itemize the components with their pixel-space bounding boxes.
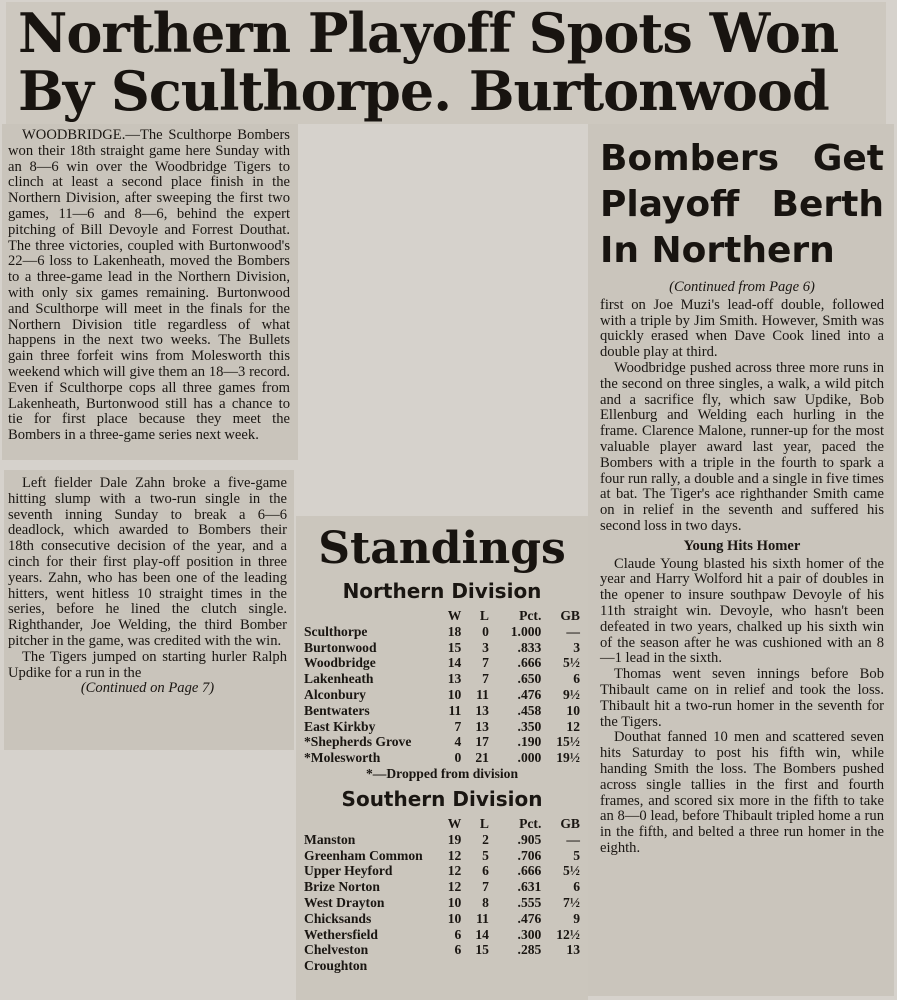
table-row — [304, 655, 580, 671]
col-header-l: L — [479, 815, 489, 831]
wins-cell: 14 — [447, 655, 462, 671]
wins-cell: 15 — [447, 639, 462, 655]
table-row — [304, 911, 580, 927]
games-behind-cell: 19½ — [556, 750, 580, 766]
wins-cell: 12 — [447, 863, 462, 879]
pct-cell: .905 — [517, 831, 542, 847]
col-header-pct: Pct. — [519, 815, 542, 831]
wins-cell: 0 — [454, 750, 462, 766]
col-header-w: W — [447, 608, 462, 623]
team-name: Burtonwood — [304, 639, 377, 655]
losses-cell: 5 — [482, 847, 489, 863]
headline-clipping — [6, 2, 886, 124]
losses-cell: 7 — [482, 879, 489, 895]
games-behind-cell: 6 — [573, 671, 580, 687]
wins-cell: 10 — [447, 686, 462, 702]
games-behind-cell: 3 — [573, 639, 580, 655]
table-row — [304, 671, 580, 687]
losses-cell: 2 — [482, 831, 489, 847]
losses-cell: 13 — [475, 718, 489, 734]
right-story-paragraph-2: Woodbridge pushed across three more runs in the second on three singles, a walk, a wild pitch and a sacrifice fly, which saw Updike, Bob Ellenburg and Welding each hurling in the frame. Clarence Malone, runner-up for the most valuable player award last year, paced the Bombers with a triple in the fourth to spark a four run rally, a double and a single in five times at bat. The Tiger's ace righthander Smith came on in relief in the seventh and suffered his second loss in two days. — [600, 359, 884, 534]
team-name: Manston — [304, 831, 356, 847]
table-row — [304, 719, 580, 735]
table-row — [304, 832, 580, 848]
wins-cell — [431, 958, 461, 974]
pct-cell: .666 — [517, 655, 542, 671]
games-behind-cell: 15½ — [556, 734, 580, 750]
team-name: Chelveston — [304, 942, 369, 958]
northern-division-title: Northern Division — [342, 579, 542, 603]
team-name: *Shepherds Grove — [304, 734, 412, 750]
games-behind-cell: — — [566, 831, 580, 847]
losses-cell: 3 — [482, 639, 489, 655]
pct-cell: .190 — [517, 734, 542, 750]
games-behind-cell: 9 — [573, 910, 580, 926]
games-behind-cell: 10 — [566, 702, 580, 718]
dropped-footnote: *—Dropped from division — [365, 765, 519, 781]
losses-cell: 14 — [475, 926, 489, 942]
table-header-row — [304, 816, 580, 832]
wins-cell: 10 — [447, 910, 462, 926]
table-row — [304, 750, 580, 766]
table-row — [304, 958, 580, 974]
col-header-w: W — [447, 815, 462, 831]
team-name: Wethersfield — [304, 926, 378, 942]
table-row — [304, 927, 580, 943]
table-row — [304, 879, 580, 895]
team-name: Woodbridge — [304, 655, 376, 671]
team-name: Chicksands — [304, 910, 372, 926]
team-name: Brize Norton — [304, 879, 380, 895]
right-story-subhead: Young Hits Homer — [683, 537, 801, 554]
southern-division-title: Southern Division — [341, 786, 543, 811]
right-story-clipping — [588, 124, 894, 996]
losses-cell: 7 — [482, 671, 489, 687]
table-row — [304, 734, 580, 750]
pct-cell: .833 — [517, 639, 542, 655]
games-behind-cell — [541, 958, 580, 974]
pct-cell — [489, 958, 541, 974]
table-row — [304, 640, 580, 656]
pct-cell: .350 — [517, 718, 542, 734]
games-behind-cell: 12 — [566, 718, 580, 734]
games-behind-cell: 5 — [573, 847, 580, 863]
left-story-clipping-1 — [2, 124, 298, 460]
wins-cell: 4 — [454, 734, 462, 750]
losses-cell: 0 — [482, 623, 489, 639]
headline-line-1: Northern Playoff Spots Won — [18, 2, 839, 65]
games-behind-cell: 13 — [566, 942, 580, 958]
team-name: Lakenheath — [304, 671, 374, 687]
table-row — [304, 687, 580, 703]
team-name: Sculthorpe — [304, 623, 368, 639]
games-behind-cell: 9½ — [563, 686, 580, 702]
losses-cell: 13 — [475, 702, 489, 718]
team-name: East Kirkby — [304, 718, 376, 734]
table-row — [304, 942, 580, 958]
headline-line-2: By Sculthorpe. Burtonwood — [18, 59, 829, 123]
games-behind-cell: 12½ — [556, 926, 580, 942]
wins-cell: 12 — [447, 847, 462, 863]
col-header-gb: GB — [560, 815, 580, 831]
pct-cell: .476 — [517, 686, 542, 702]
team-name: *Molesworth — [304, 750, 381, 766]
pct-cell: .476 — [517, 910, 542, 926]
losses-cell — [461, 958, 489, 974]
pct-cell: .285 — [517, 942, 542, 958]
team-name: West Drayton — [304, 894, 385, 910]
losses-cell: 21 — [475, 750, 489, 766]
wins-cell: 7 — [454, 718, 462, 734]
pct-cell: 1.000 — [510, 623, 542, 639]
left-story-paragraph-2: Left fielder Dale Zahn broke a five-game hitting slump with a two-run single in the seventh inning Sunday to break a 6—6 deadlock, which awarded to Bombers their 18th consecutive decision of the year, and a cinch for their first play-off position in three years. Zahn, who has been one of the leading hitters, went hitless 10 straight times in the series, before he lined the clutch single. Righthander, Joe Welding, the third Bomber pitcher in the game, was credited with the win. — [8, 475, 287, 649]
wins-cell: 18 — [447, 623, 462, 639]
standings-title: Standings — [318, 523, 566, 574]
losses-cell: 11 — [476, 686, 489, 702]
pct-cell: .000 — [517, 750, 542, 766]
pct-cell: .631 — [517, 879, 542, 895]
continued-on-note: (Continued on Page 7) — [80, 680, 215, 697]
right-story-paragraph-1: first on Joe Muzi's lead-off double, followed with a triple by Jim Smith. However, Smith was quickly erased when Dave Cook lined into a double play at third. — [600, 296, 884, 361]
team-name: Greenham Common — [304, 847, 423, 863]
wins-cell: 11 — [448, 702, 462, 718]
pct-cell: .458 — [517, 702, 542, 718]
table-row — [304, 848, 580, 864]
losses-cell: 15 — [475, 942, 489, 958]
team-name: Upper Heyford — [304, 863, 393, 879]
games-behind-cell: 7½ — [563, 894, 580, 910]
losses-cell: 8 — [482, 894, 489, 910]
wins-cell: 12 — [447, 879, 462, 895]
losses-cell: 11 — [476, 910, 489, 926]
team-name: Croughton — [304, 958, 368, 974]
losses-cell: 6 — [482, 863, 489, 879]
continued-from-note: (Continued from Page 6) — [669, 279, 815, 295]
wins-cell: 6 — [454, 926, 462, 942]
left-story-paragraph-1: WOODBRIDGE.—The Sculthorpe Bombers won their 18th straight game here Sunday with an 8—6 win over the Woodbridge Tigers to clinch at least a second place finish in the Northern Division, after sweeping the first two games, 11—6 and 8—6, behind the expert pitching of Bill Devoyle and Forrest Douthat. The three victories, coupled with Burtonwood's 22—6 loss to Lakenheath, moved the Bombers to a three-game lead in the Northern Division, with only six games remaining. Burtonwood and Sculthorpe will meet in the finals for the Northern Division title regardless of what happens in the next two weeks. The Bullets gain three forfeit wins from Molesworth this weekend which will give them an 18—3 record. Even if Sculthorpe cops all three games from Lakenheath, Burtonwood still has a chance to tie for first place because they meet the Bombers in a three-game series next week. — [8, 127, 290, 444]
games-behind-cell: 6 — [573, 879, 580, 895]
northern-standings-table — [304, 608, 580, 766]
table-row — [304, 703, 580, 719]
pct-cell: .650 — [517, 671, 542, 687]
losses-cell: 7 — [482, 655, 489, 671]
southern-standings-table — [304, 816, 580, 974]
standings-box — [296, 516, 588, 1000]
wins-cell: 19 — [447, 831, 462, 847]
table-header-row — [304, 608, 580, 624]
table-row — [304, 895, 580, 911]
games-behind-cell: 5½ — [563, 655, 580, 671]
left-story-clipping-2 — [4, 470, 294, 750]
wins-cell: 10 — [447, 894, 462, 910]
wins-cell: 6 — [454, 942, 462, 958]
wins-cell: 13 — [447, 671, 462, 687]
right-story-paragraph-3: Claude Young blasted his sixth homer of the year and Harry Wolford hit a pair of doubles in the opener to insure southpaw Devoyle of his 11th straight win. Devoyle, who hasn't been defeated in two years, chalked up his sixth win of the season after he was cushioned with an 8—1 lead in the sixth. — [600, 555, 884, 667]
pct-cell: .555 — [517, 894, 542, 910]
right-story-headline: Bombers Get Playoff Berth In Northern — [600, 138, 884, 271]
col-header-l: L — [479, 608, 489, 623]
table-row — [304, 863, 580, 879]
games-behind-cell: 5½ — [563, 863, 580, 879]
col-header-pct: Pct. — [519, 608, 542, 623]
team-name: Alconbury — [304, 686, 366, 702]
right-story-paragraph-4: Thomas went seven innings before Bob Thibault came on in relief and took the loss. Thibault hit a two-run homer in the seventh for the Tigers. — [600, 666, 884, 730]
table-row — [304, 624, 580, 640]
right-story-paragraph-5: Douthat fanned 10 men and scattered seven hits Saturday to post his fifth win, while handing Smith the loss. The Bombers pushed across single tallies in the first and fourth frames, and scored six more in the fifth to take an 8—0 lead, before Thibault tripled home a run in the fifth, and belted a three run homer in the eighth. — [600, 729, 884, 856]
left-story-paragraph-3: The Tigers jumped on starting hurler Ralph Updike for a run in the — [8, 648, 287, 681]
pct-cell: .706 — [517, 847, 542, 863]
team-name: Bentwaters — [304, 702, 370, 718]
pct-cell: .300 — [517, 926, 542, 942]
col-header-gb: GB — [560, 608, 580, 623]
pct-cell: .666 — [517, 863, 542, 879]
losses-cell: 17 — [475, 734, 489, 750]
games-behind-cell: — — [566, 623, 580, 639]
